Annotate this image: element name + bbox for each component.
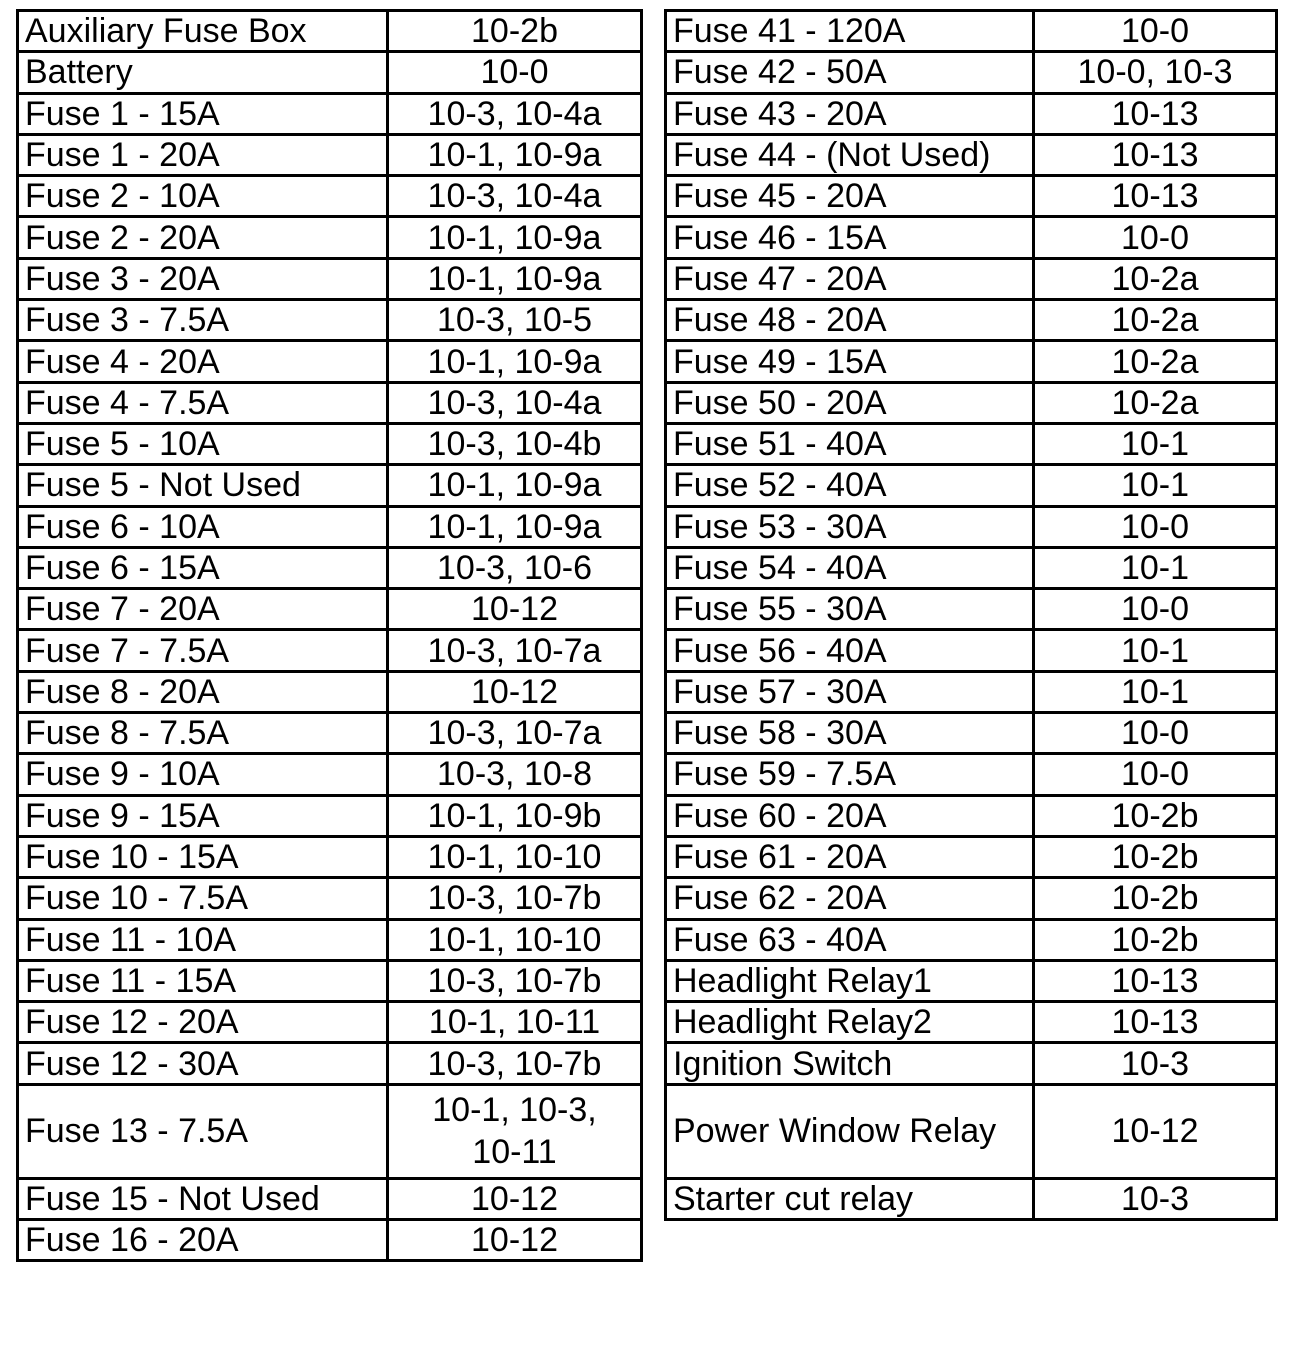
table-row [666,423,1277,464]
component-name-cell: Fuse 44 - (Not Used) [666,134,1034,175]
diagram-reference-cell: 10-12 [388,1220,642,1261]
table-row [18,589,642,630]
component-name-cell: Fuse 13 - 7.5A [18,1084,388,1178]
component-name-cell: Fuse 55 - 30A [666,589,1034,630]
table-row [18,258,642,299]
table-row [18,713,642,754]
component-name-cell: Fuse 42 - 50A [666,52,1034,93]
diagram-reference-cell: 10-2a [1034,300,1277,341]
component-name-cell: Fuse 5 - Not Used [18,465,388,506]
diagram-reference-cell: 10-1 [1034,547,1277,588]
component-name-cell: Fuse 61 - 20A [666,836,1034,877]
table-row [666,713,1277,754]
component-name-cell: Fuse 1 - 20A [18,134,388,175]
table-row [666,258,1277,299]
component-name-cell: Fuse 50 - 20A [666,382,1034,423]
diagram-reference-cell: 10-1, 10-10 [388,836,642,877]
table-row [666,836,1277,877]
table-row [18,93,642,134]
table-row [666,878,1277,919]
fuse-table-left-body [18,11,642,1261]
diagram-reference-cell: 10-3, 10-6 [388,547,642,588]
component-name-cell: Fuse 46 - 15A [666,217,1034,258]
component-name-cell: Fuse 7 - 20A [18,589,388,630]
component-name-cell: Fuse 56 - 40A [666,630,1034,671]
diagram-reference-cell: 10-13 [1034,1002,1277,1043]
component-name-cell: Fuse 11 - 15A [18,960,388,1001]
component-name-cell: Fuse 54 - 40A [666,547,1034,588]
diagram-reference-cell: 10-2b [388,11,642,52]
diagram-reference-cell: 10-12 [388,589,642,630]
diagram-reference-cell: 10-0 [1034,713,1277,754]
table-row [666,465,1277,506]
component-name-cell: Fuse 47 - 20A [666,258,1034,299]
diagram-reference-cell: 10-2b [1034,919,1277,960]
table-row [18,1084,642,1178]
diagram-reference-cell: 10-1 [1034,630,1277,671]
diagram-reference-cell: 10-2b [1034,836,1277,877]
component-name-cell: Fuse 60 - 20A [666,795,1034,836]
diagram-reference-cell: 10-1 [1034,423,1277,464]
diagram-reference-cell: 10-3 [1034,1178,1277,1219]
table-row [18,382,642,423]
diagram-reference-cell: 10-3, 10-7b [388,1043,642,1084]
table-row [666,11,1277,52]
fuse-table-right [664,9,1278,1221]
diagram-reference-cell: 10-0 [1034,589,1277,630]
diagram-reference-cell: 10-3, 10-5 [388,300,642,341]
diagram-reference-cell: 10-1, 10-9a [388,341,642,382]
table-row [18,465,642,506]
component-name-cell: Fuse 52 - 40A [666,465,1034,506]
table-row [666,382,1277,423]
diagram-reference-cell: 10-0 [388,52,642,93]
table-row [18,754,642,795]
table-row [666,960,1277,1001]
component-name-cell: Starter cut relay [666,1178,1034,1219]
table-row [666,300,1277,341]
table-row [666,93,1277,134]
table-row [666,1043,1277,1084]
table-row [18,1043,642,1084]
diagram-reference-cell: 10-0 [1034,217,1277,258]
component-name-cell: Fuse 6 - 15A [18,547,388,588]
diagram-reference-cell: 10-3, 10-4a [388,93,642,134]
component-name-cell: Fuse 10 - 7.5A [18,878,388,919]
diagram-reference-cell: 10-2a [1034,382,1277,423]
component-name-cell: Fuse 51 - 40A [666,423,1034,464]
diagram-reference-cell: 10-1, 10-3, 10-11 [388,1084,642,1178]
component-name-cell: Fuse 12 - 30A [18,1043,388,1084]
table-row [666,176,1277,217]
diagram-reference-cell: 10-2b [1034,795,1277,836]
table-row [666,506,1277,547]
fuse-table-left [16,9,643,1262]
component-name-cell: Fuse 58 - 30A [666,713,1034,754]
table-row [666,754,1277,795]
table-row [18,960,642,1001]
component-name-cell: Fuse 9 - 15A [18,795,388,836]
diagram-reference-cell: 10-2b [1034,878,1277,919]
diagram-reference-cell: 10-13 [1034,960,1277,1001]
table-row [666,547,1277,588]
table-row [18,1002,642,1043]
component-name-cell: Fuse 62 - 20A [666,878,1034,919]
component-name-cell: Fuse 63 - 40A [666,919,1034,960]
table-row [18,217,642,258]
table-row [666,919,1277,960]
table-row [666,630,1277,671]
table-row [18,1220,642,1261]
component-name-cell: Fuse 41 - 120A [666,11,1034,52]
table-row [18,919,642,960]
component-name-cell: Fuse 57 - 30A [666,671,1034,712]
component-name-cell: Fuse 4 - 20A [18,341,388,382]
table-row [18,878,642,919]
component-name-cell: Fuse 59 - 7.5A [666,754,1034,795]
table-row [18,300,642,341]
diagram-reference-cell: 10-2a [1034,341,1277,382]
diagram-reference-cell: 10-0 [1034,11,1277,52]
diagram-reference-cell: 10-2a [1034,258,1277,299]
component-name-cell: Fuse 15 - Not Used [18,1178,388,1219]
diagram-reference-cell: 10-3, 10-4a [388,176,642,217]
diagram-reference-cell: 10-3, 10-7a [388,630,642,671]
diagram-reference-cell: 10-13 [1034,134,1277,175]
table-row [18,671,642,712]
table-row [18,795,642,836]
component-name-cell: Fuse 53 - 30A [666,506,1034,547]
component-name-cell: Headlight Relay1 [666,960,1034,1001]
diagram-reference-cell: 10-1, 10-10 [388,919,642,960]
component-name-cell: Fuse 7 - 7.5A [18,630,388,671]
diagram-reference-cell: 10-1, 10-9a [388,258,642,299]
component-name-cell: Fuse 3 - 7.5A [18,300,388,341]
table-row [666,795,1277,836]
diagram-reference-cell: 10-1 [1034,671,1277,712]
component-name-cell: Fuse 1 - 15A [18,93,388,134]
diagram-reference-cell: 10-1 [1034,465,1277,506]
component-name-cell: Fuse 2 - 20A [18,217,388,258]
component-name-cell: Ignition Switch [666,1043,1034,1084]
table-row [666,52,1277,93]
diagram-reference-cell: 10-3, 10-7b [388,878,642,919]
component-name-cell: Auxiliary Fuse Box [18,11,388,52]
diagram-reference-cell: 10-13 [1034,93,1277,134]
diagram-reference-cell: 10-0 [1034,754,1277,795]
component-name-cell: Fuse 9 - 10A [18,754,388,795]
component-name-cell: Fuse 48 - 20A [666,300,1034,341]
component-name-cell: Fuse 8 - 7.5A [18,713,388,754]
component-name-cell: Battery [18,52,388,93]
diagram-reference-cell: 10-12 [1034,1084,1277,1178]
diagram-reference-cell: 10-1, 10-9a [388,506,642,547]
diagram-reference-cell: 10-1, 10-9a [388,217,642,258]
table-row [18,836,642,877]
component-name-cell: Headlight Relay2 [666,1002,1034,1043]
table-row [18,134,642,175]
table-row [18,11,642,52]
component-name-cell: Fuse 12 - 20A [18,1002,388,1043]
table-row [18,176,642,217]
table-row [18,1178,642,1219]
table-row [666,1178,1277,1219]
diagram-reference-cell: 10-12 [388,1178,642,1219]
diagram-reference-cell: 10-0 [1034,506,1277,547]
table-row [666,1002,1277,1043]
component-name-cell: Fuse 10 - 15A [18,836,388,877]
component-name-cell: Fuse 8 - 20A [18,671,388,712]
component-name-cell: Fuse 43 - 20A [666,93,1034,134]
component-name-cell: Fuse 49 - 15A [666,341,1034,382]
table-row [666,134,1277,175]
component-name-cell: Fuse 3 - 20A [18,258,388,299]
component-name-cell: Fuse 45 - 20A [666,176,1034,217]
diagram-reference-cell: 10-1, 10-9b [388,795,642,836]
diagram-reference-cell: 10-12 [388,671,642,712]
diagram-reference-cell: 10-3 [1034,1043,1277,1084]
diagram-reference-cell: 10-3, 10-7b [388,960,642,1001]
diagram-reference-cell: 10-3, 10-4a [388,382,642,423]
table-row [666,217,1277,258]
diagram-reference-cell: 10-1, 10-11 [388,1002,642,1043]
table-row [18,52,642,93]
diagram-reference-cell: 10-13 [1034,176,1277,217]
table-row [666,589,1277,630]
table-row [18,423,642,464]
component-name-cell: Power Window Relay [666,1084,1034,1178]
component-name-cell: Fuse 6 - 10A [18,506,388,547]
table-row [666,671,1277,712]
table-row [18,630,642,671]
component-name-cell: Fuse 16 - 20A [18,1220,388,1261]
table-row [666,1084,1277,1178]
component-name-cell: Fuse 11 - 10A [18,919,388,960]
diagram-reference-cell: 10-3, 10-4b [388,423,642,464]
component-name-cell: Fuse 5 - 10A [18,423,388,464]
diagram-reference-cell: 10-1, 10-9a [388,465,642,506]
diagram-reference-cell: 10-1, 10-9a [388,134,642,175]
component-name-cell: Fuse 4 - 7.5A [18,382,388,423]
fuse-table-right-body [666,11,1277,1220]
table-row [18,547,642,588]
table-row [18,506,642,547]
table-row [666,341,1277,382]
table-row [18,341,642,382]
diagram-reference-cell: 10-0, 10-3 [1034,52,1277,93]
diagram-reference-cell: 10-3, 10-8 [388,754,642,795]
component-name-cell: Fuse 2 - 10A [18,176,388,217]
diagram-reference-cell: 10-3, 10-7a [388,713,642,754]
